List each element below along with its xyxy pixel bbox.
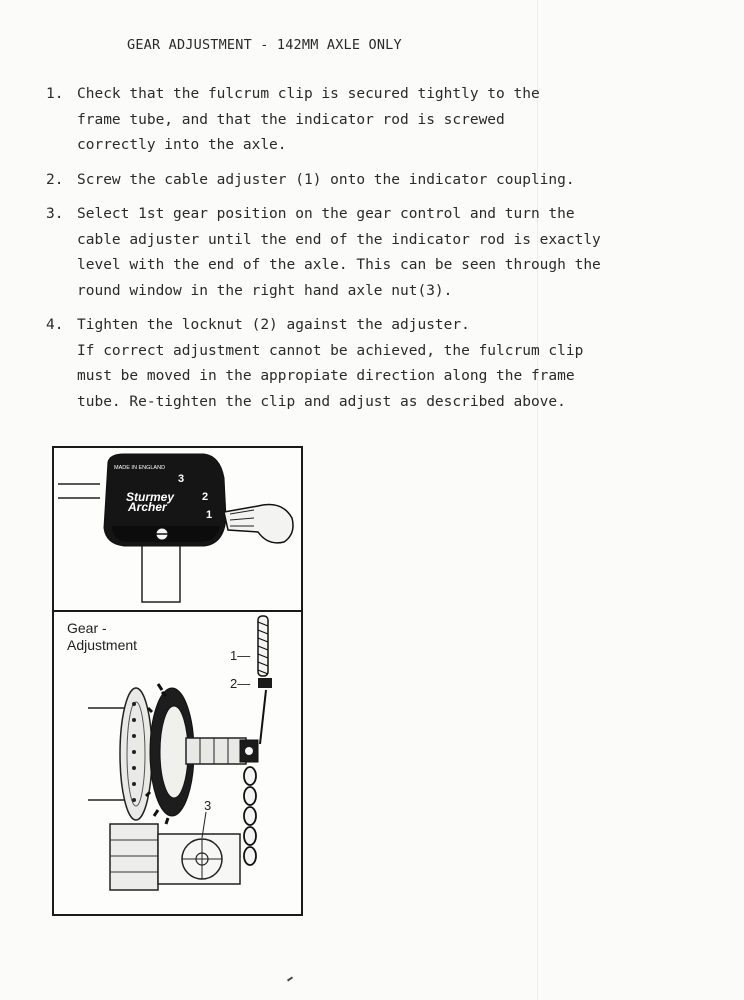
step-text-line: Tighten the locknut (2) against the adjuster.	[77, 317, 470, 333]
step-text-line: round window in the right hand axle nut(3).	[77, 282, 453, 299]
step-number: 1.	[46, 86, 64, 102]
brand-archer: Archer	[128, 500, 167, 514]
step-text-line: Screw the cable adjuster (1) onto the indicator coupling.	[77, 171, 575, 188]
step-3	[46, 202, 686, 304]
step-text-line: Check that the fulcrum clip is secured tightly to the	[77, 86, 540, 102]
step-text-line: level with the end of the axle. This can be seen through the	[77, 257, 601, 273]
step-text-line: frame tube, and that the indicator rod is screwed	[77, 111, 505, 128]
step-text-line: must be moved in the appropiate direction along the frame	[77, 368, 575, 384]
step-number: 4.	[46, 317, 64, 333]
callout-3: 3	[204, 798, 212, 813]
step-text-line: correctly into the axle.	[77, 137, 287, 153]
step-number: 3.	[46, 206, 64, 222]
page-title: GEAR ADJUSTMENT - 142MM AXLE ONLY	[127, 37, 402, 53]
made-in-england-label: MADE IN ENGLAND	[114, 465, 166, 471]
gear-adjustment-figure	[52, 446, 303, 916]
figure-caption	[67, 620, 137, 654]
step-text-line: cable adjuster until the end of the indicator rod is exactly	[77, 231, 601, 248]
gear-2-label: 2	[202, 491, 209, 503]
caption-line: Adjustment	[67, 637, 138, 653]
gear-3-label: 3	[178, 473, 185, 485]
step-2	[46, 168, 686, 194]
shifter-drawing	[54, 448, 301, 610]
caption-line: Gear -	[67, 620, 107, 636]
callout-1: 1—	[230, 648, 251, 663]
step-text-line: tube. Re-tighten the clip and adjust as described above.	[77, 393, 566, 410]
step-4	[46, 313, 686, 415]
hub-illustration	[54, 612, 301, 914]
step-text-line: If correct adjustment cannot be achieved, the fulcrum clip	[77, 342, 584, 359]
instruction-list	[46, 82, 686, 424]
brand-sturmey: Sturmey	[126, 490, 175, 504]
stray-pen-mark	[287, 976, 293, 981]
callout-2: 2—	[230, 676, 251, 691]
step-number: 2.	[46, 171, 64, 188]
gear-1-label: 1	[206, 509, 213, 521]
step-1	[46, 82, 686, 159]
step-text-line: Select 1st gear position on the gear control and turn the	[77, 206, 575, 222]
shifter-illustration	[54, 448, 301, 610]
hub-drawing	[54, 612, 301, 914]
